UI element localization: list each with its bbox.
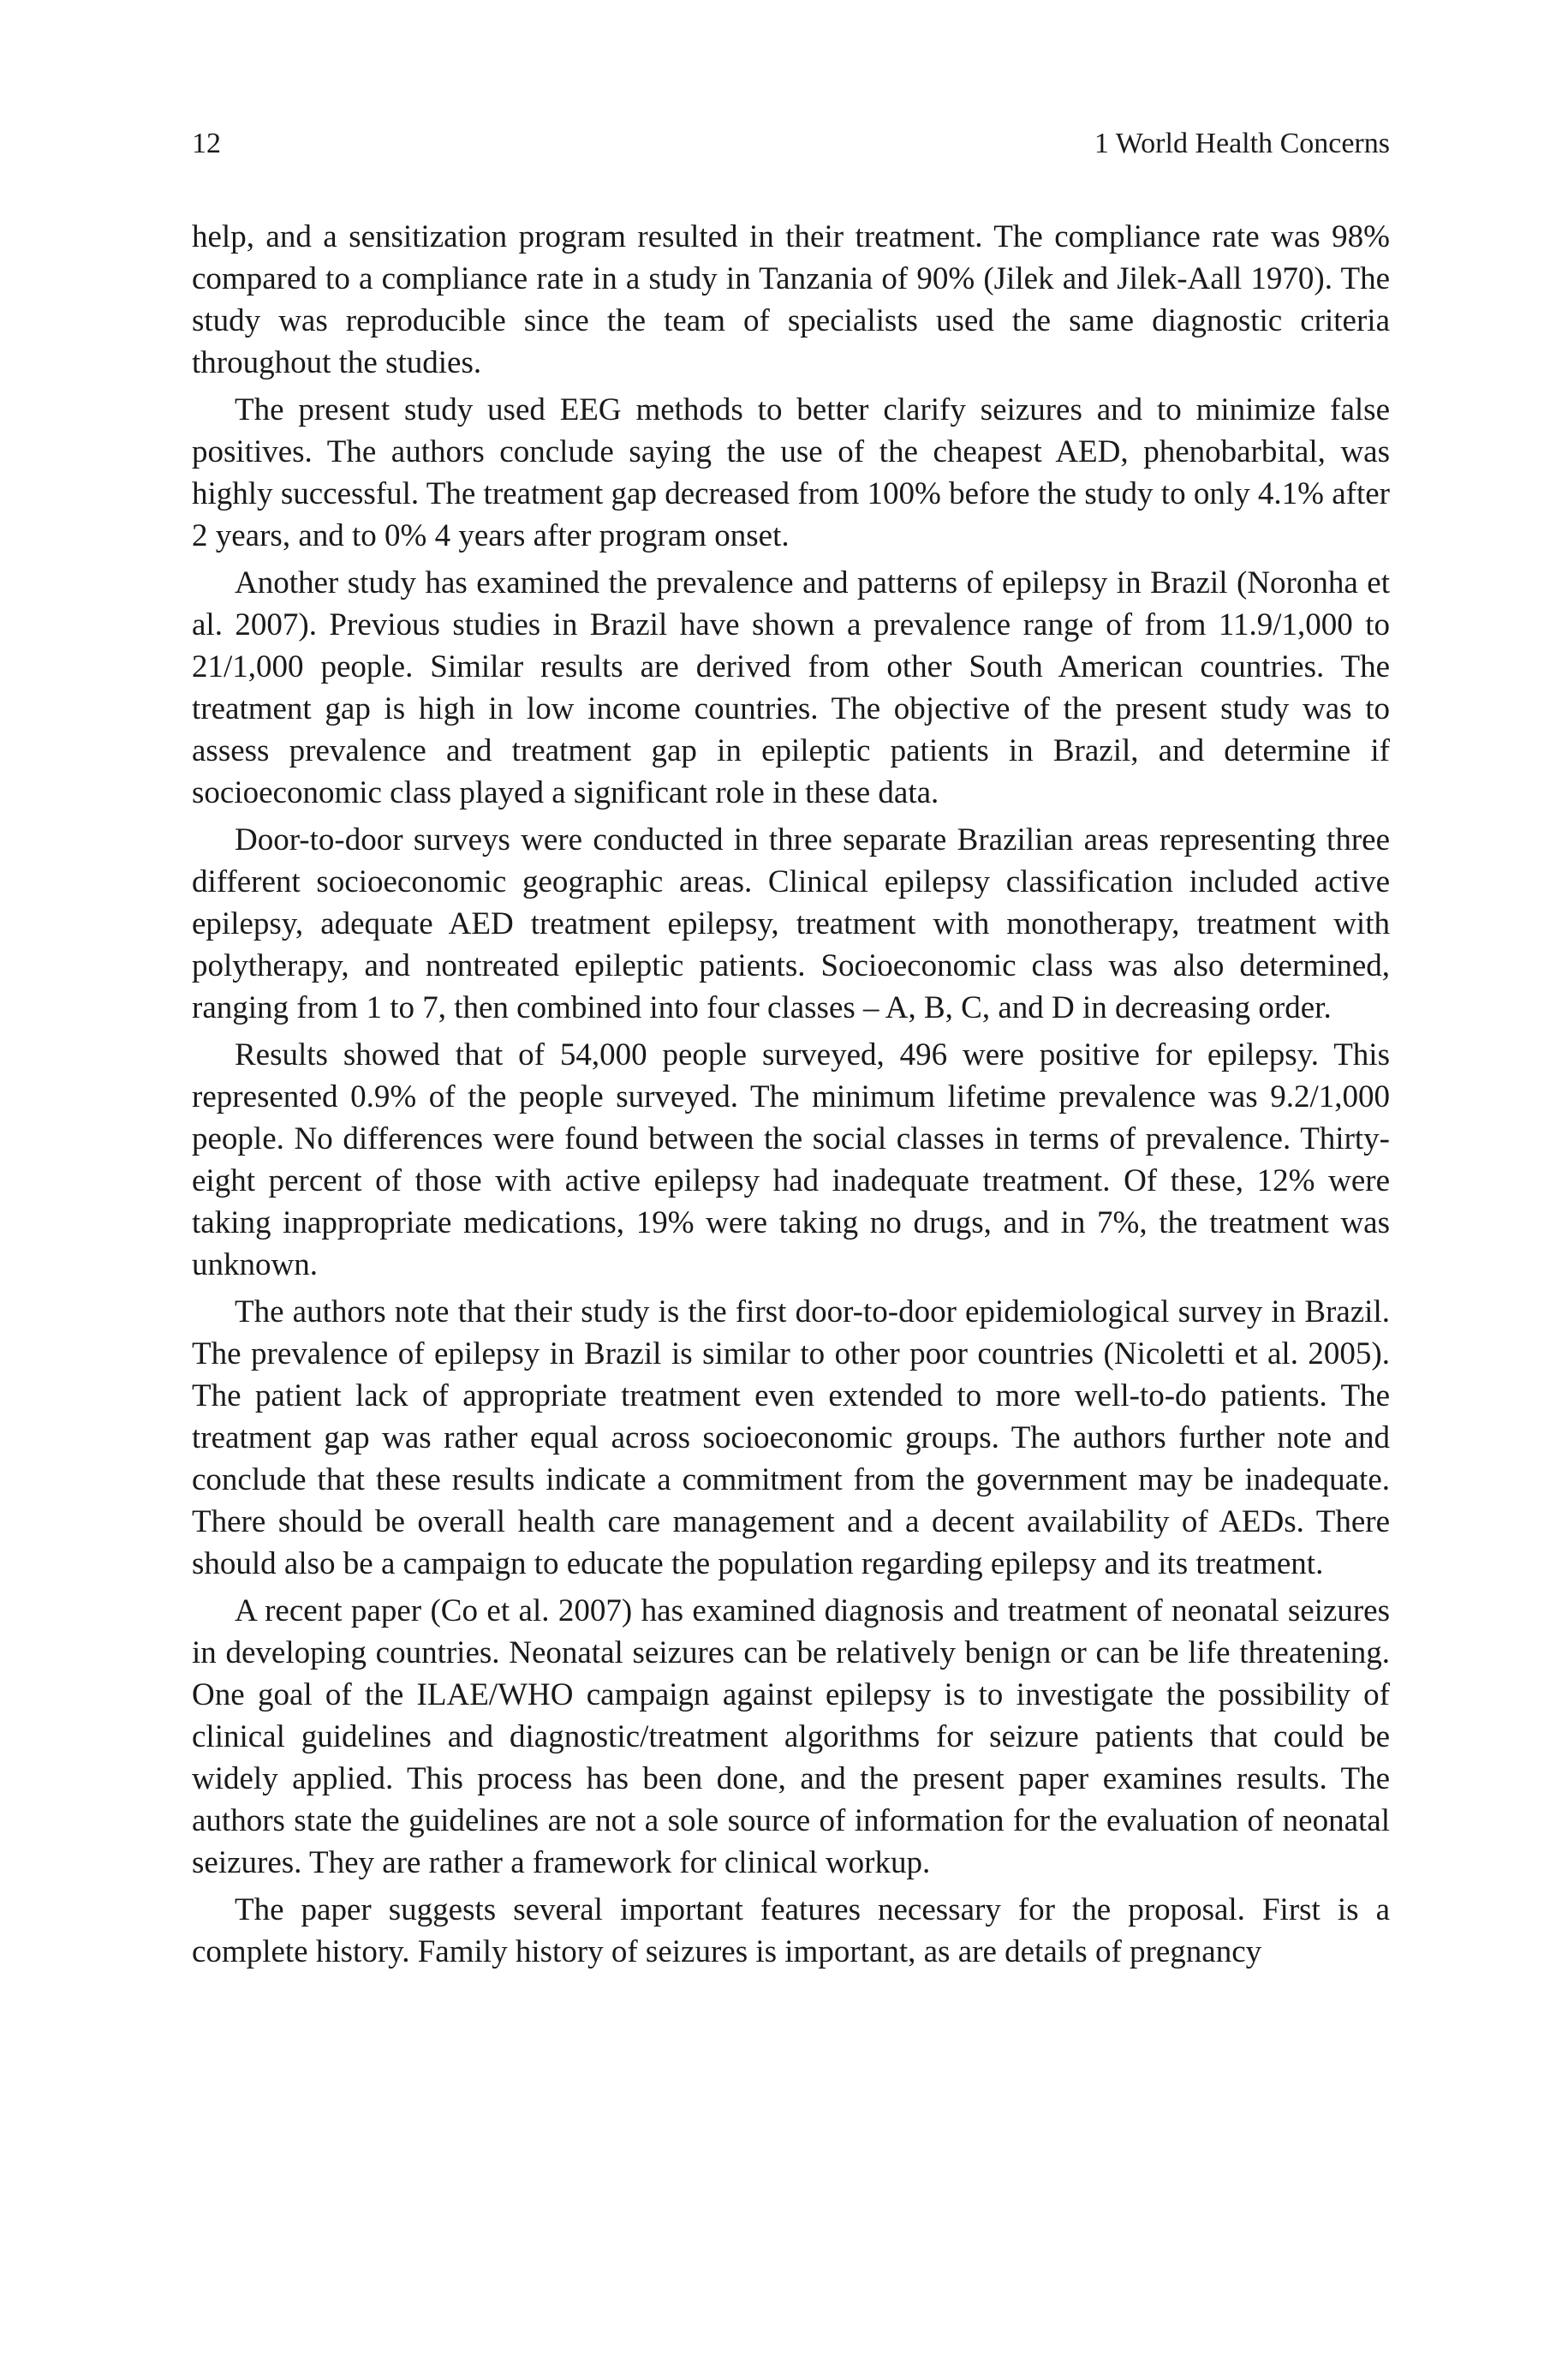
paragraph: Door-to-door surveys were conducted in three separate Brazilian areas representing three different socioeconomic geographic areas. Clinical epilepsy classification included active epilepsy, adequate AED treatment epilepsy, treatment with monotherapy, treatment with polytherapy, and nontreated epileptic patients. Socioeconomic class was also determined, ranging from 1 to 7, then combined into four classes – A, B, C, and D in decreasing order. [192, 822, 1390, 1025]
paragraph: The authors note that their study is the first door-to-door epidemiological survey in Brazil. The prevalence of epilepsy in Brazil is similar to other poor countries (Nicoletti et al. 2005). The patient lack of appropriate treatment even extended to more well-to-do patients. The treatment gap was rather equal across socioeconomic groups. The authors further note and conclude that these results indicate a commitment from the government may be inadequate. There should be overall health care management and a decent availability of AEDs. There should also be a campaign to educate the population regarding epilepsy and its treatment. [192, 1294, 1390, 1581]
paragraph: A recent paper (Co et al. 2007) has examined diagnosis and treatment of neonatal seizures in developing countries. Neonatal seizures can be relatively benign or can be life threatening. One goal of the ILAE/WHO campaign against epilepsy is to investigate the possibility of clinical guidelines and diagnostic/treatment algorithms for seizure patients that could be widely applied. This process has been done, and the present paper examines results. The authors state the guidelines are not a sole source of information for the evaluation of neonatal seizures. They are rather a framework for clinical workup. [192, 1593, 1390, 1880]
body-text [192, 216, 1390, 1978]
paragraph: Results showed that of 54,000 people surveyed, 496 were positive for epilepsy. This represented 0.9% of the people surveyed. The minimum lifetime prevalence was 9.2/1,000 people. No differences were found between the social classes in terms of prevalence. Thirty-eight percent of those with active epilepsy had inadequate treatment. Of these, 12% were taking inappropriate medications, 19% were taking no drugs, and in 7%, the treatment was unknown. [192, 1037, 1390, 1282]
chapter-title: 1 World Health Concerns [1094, 128, 1390, 159]
paragraph: The paper suggests several important features necessary for the proposal. First is a complete history. Family history of seizures is important, as are details of pregnancy [192, 1892, 1390, 1969]
running-head [192, 125, 1390, 163]
paragraph: Another study has examined the prevalence and patterns of epilepsy in Brazil (Noronha et al. 2007). Previous studies in Brazil have shown a prevalence range of from 11.9/1,000 to 21/1,000 people. Similar results are derived from other South American countries. The treatment gap is high in low income countries. The objective of the present study was to assess prevalence and treatment gap in epileptic patients in Brazil, and determine if socioeconomic class played a significant role in these data. [192, 565, 1390, 810]
paragraph: help, and a sensitization program resulted in their treatment. The compliance rate was 98% compared to a compliance rate in a study in Tanzania of 90% (Jilek and Jilek-Aall 1970). The study was reproducible since the team of specialists used the same diagnostic criteria throughout the studies. [192, 219, 1390, 380]
page-number: 12 [192, 128, 221, 159]
paragraph: The present study used EEG methods to better clarify seizures and to minimize false positives. The authors conclude saying the use of the cheapest AED, phenobarbital, was highly successful. The treatment gap decreased from 100% before the study to only 4.1% after 2 years, and to 0% 4 years after program onset. [192, 392, 1390, 553]
